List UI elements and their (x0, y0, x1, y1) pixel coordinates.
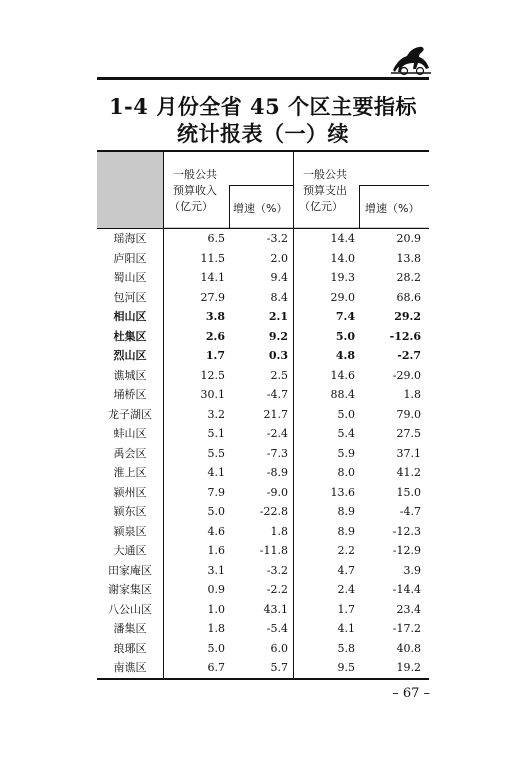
revenue-value: 0.9 (207, 583, 225, 596)
expenditure-growth-value: 3.9 (403, 563, 421, 577)
revenue-value: 3.1 (207, 563, 225, 577)
expenditure-value: 13.6 (330, 485, 355, 499)
revenue-value: 5.0 (207, 505, 225, 518)
revenue-growth-value: 6.0 (270, 641, 288, 655)
expenditure-growth-value: 41.2 (396, 466, 421, 479)
table-row (97, 600, 429, 620)
expenditure-value: 1.7 (337, 602, 355, 616)
expenditure-value: 5.4 (337, 427, 355, 440)
table-row (97, 229, 429, 249)
expenditure-growth-value: 40.8 (396, 641, 421, 655)
expenditure-growth-value: 28.2 (396, 271, 421, 284)
table-row (97, 619, 429, 639)
expenditure-value: 29.0 (330, 290, 355, 304)
revenue-growth-value: 8.4 (270, 290, 288, 304)
revenue-growth-value: -2.2 (266, 583, 288, 596)
expenditure-value: 2.2 (337, 544, 355, 557)
table-row (97, 288, 429, 308)
district-name: 蜀山区 (113, 271, 147, 284)
expenditure-value: 7.4 (335, 310, 355, 323)
expenditure-header-line-2: 预算支出 (303, 184, 347, 197)
expenditure-growth-value: -12.3 (392, 524, 421, 538)
expenditure-growth-header: 增速（%） (365, 202, 420, 215)
expenditure-growth-value: 19.2 (396, 661, 421, 674)
district-name: 包河区 (113, 290, 147, 304)
table-row (97, 366, 429, 386)
expenditure-growth-value: -29.0 (392, 368, 421, 382)
district-name: 相山区 (113, 310, 147, 323)
expenditure-value: 9.5 (337, 661, 355, 674)
revenue-value: 6.5 (207, 232, 225, 245)
district-name: 田家庵区 (108, 563, 152, 577)
horse-emblem-icon (389, 44, 433, 76)
district-name: 大通区 (113, 544, 147, 557)
revenue-header-line-3: （亿元） (169, 200, 213, 213)
district-name: 颍州区 (113, 485, 147, 499)
expenditure-header-line-3: （亿元） (299, 200, 343, 213)
table-row (97, 424, 429, 444)
expenditure-value: 14.6 (330, 368, 355, 382)
district-name: 颍东区 (113, 505, 147, 518)
revenue-growth-value: -3.2 (266, 232, 288, 245)
table-body (97, 229, 429, 678)
revenue-growth-value: 1.8 (270, 524, 288, 538)
revenue-growth-value: 21.7 (263, 407, 288, 421)
revenue-growth-value: -3.2 (266, 563, 288, 577)
revenue-growth-value: 5.7 (270, 661, 288, 674)
table-row (97, 327, 429, 347)
expenditure-value: 14.4 (330, 232, 355, 245)
district-name: 琅琊区 (113, 641, 147, 655)
expenditure-growth-value: 20.9 (396, 232, 421, 245)
expenditure-value: 8.0 (337, 466, 355, 479)
district-name: 蚌山区 (113, 427, 147, 440)
revenue-value: 1.7 (205, 349, 225, 362)
expenditure-growth-value: 1.8 (403, 388, 421, 401)
revenue-growth-value: 2.1 (268, 310, 288, 323)
revenue-growth-value: 43.1 (263, 602, 288, 616)
revenue-growth-value: 9.4 (270, 271, 288, 284)
revenue-value: 1.6 (207, 544, 225, 557)
expenditure-growth-value: -4.7 (399, 505, 421, 518)
expenditure-growth-value: -2.7 (397, 349, 421, 362)
district-name: 烈山区 (113, 349, 147, 362)
table-row (97, 502, 429, 522)
revenue-header-line-2: 预算收入 (173, 184, 217, 197)
district-name: 杜集区 (113, 329, 147, 343)
expenditure-value: 4.1 (337, 622, 355, 635)
table-row (97, 346, 429, 366)
table-row (97, 405, 429, 425)
expenditure-value: 5.9 (337, 446, 355, 460)
title-line-1: 1-4 月份全省 45 个区主要指标 (108, 94, 418, 119)
table-row (97, 541, 429, 561)
table-row (97, 522, 429, 542)
expenditure-growth-value: 15.0 (396, 485, 421, 499)
district-name: 淮上区 (113, 466, 147, 479)
table-row (97, 561, 429, 581)
district-name: 谯城区 (113, 368, 147, 382)
table-row (97, 385, 429, 405)
district-name: 八公山区 (108, 602, 152, 616)
revenue-growth-value: 2.5 (270, 368, 288, 382)
revenue-value: 12.5 (200, 368, 225, 382)
district-name: 龙子湖区 (108, 407, 152, 421)
revenue-growth-value: 2.0 (270, 251, 288, 265)
table-row (97, 249, 429, 269)
district-name: 瑶海区 (113, 232, 147, 245)
expenditure-growth-value: 27.5 (396, 427, 421, 440)
district-name: 颍泉区 (113, 524, 147, 538)
expenditure-growth-value: -17.2 (392, 622, 421, 635)
revenue-growth-value: -22.8 (259, 505, 288, 518)
expenditure-value: 5.0 (337, 407, 355, 421)
table-header (97, 152, 429, 229)
expenditure-growth-value: 13.8 (396, 251, 421, 265)
revenue-value: 6.7 (207, 661, 225, 674)
expenditure-value: 4.7 (337, 563, 355, 577)
table-row (97, 658, 429, 678)
table-row (97, 483, 429, 503)
expenditure-growth-value: 29.2 (394, 310, 421, 323)
revenue-value: 1.8 (207, 622, 225, 635)
revenue-value: 30.1 (200, 388, 225, 401)
revenue-value: 27.9 (200, 290, 225, 304)
revenue-growth-value: -8.9 (266, 466, 288, 479)
expenditure-value: 14.0 (330, 251, 355, 265)
table-row (97, 444, 429, 464)
revenue-value: 5.5 (207, 446, 225, 460)
expenditure-growth-value: 79.0 (396, 407, 421, 421)
expenditure-value: 5.8 (337, 641, 355, 655)
expenditure-value: 88.4 (330, 388, 355, 401)
title-line-2: 统计报表（一）续 (177, 121, 349, 146)
revenue-value: 14.1 (200, 271, 225, 284)
revenue-growth-value: -7.3 (266, 446, 288, 460)
revenue-value: 1.0 (207, 602, 225, 616)
expenditure-growth-value: 23.4 (396, 602, 421, 616)
district-name: 潘集区 (113, 622, 147, 635)
revenue-growth-value: 9.2 (268, 329, 288, 343)
district-name: 谢家集区 (108, 583, 152, 596)
revenue-growth-value: -2.4 (266, 427, 288, 440)
revenue-growth-value: -5.4 (266, 622, 288, 635)
revenue-value: 2.6 (205, 329, 225, 343)
revenue-value: 5.1 (207, 427, 225, 440)
table-row (97, 307, 429, 327)
district-name: 庐阳区 (113, 251, 147, 265)
revenue-value: 4.6 (207, 524, 225, 538)
district-name: 埇桥区 (113, 388, 147, 401)
table-row (97, 639, 429, 659)
expenditure-value: 5.0 (335, 329, 355, 343)
revenue-growth-value: -9.0 (266, 485, 288, 499)
revenue-value: 3.2 (207, 407, 225, 421)
revenue-value: 3.8 (205, 310, 225, 323)
page-title (97, 93, 429, 147)
statistics-table (97, 150, 429, 680)
district-name: 禹会区 (113, 446, 147, 460)
page-number: – 67 – (392, 686, 430, 701)
district-name: 南谯区 (113, 661, 147, 674)
revenue-growth-value: -11.8 (259, 544, 288, 557)
expenditure-value: 4.8 (335, 349, 355, 362)
revenue-value: 5.0 (207, 641, 225, 655)
header-rule (97, 77, 429, 80)
revenue-growth-header: 增速（%） (233, 202, 288, 215)
table-row (97, 268, 429, 288)
table-row (97, 463, 429, 483)
revenue-growth-value: -4.7 (266, 388, 288, 401)
revenue-value: 4.1 (207, 466, 225, 479)
revenue-growth-value: 0.3 (268, 349, 288, 362)
expenditure-value: 2.4 (337, 583, 355, 596)
expenditure-header-line-1: 一般公共 (303, 168, 347, 181)
expenditure-growth-value: 68.6 (396, 290, 421, 304)
revenue-value: 7.9 (207, 485, 225, 499)
expenditure-value: 8.9 (337, 524, 355, 538)
expenditure-value: 8.9 (337, 505, 355, 518)
expenditure-growth-value: 37.1 (396, 446, 421, 460)
expenditure-growth-value: -12.9 (392, 544, 421, 557)
revenue-value: 11.5 (200, 251, 225, 265)
expenditure-growth-value: -12.6 (389, 329, 421, 343)
revenue-header-line-1: 一般公共 (173, 168, 217, 181)
table-row (97, 580, 429, 600)
expenditure-growth-value: -14.4 (392, 583, 421, 596)
expenditure-value: 19.3 (330, 271, 355, 284)
